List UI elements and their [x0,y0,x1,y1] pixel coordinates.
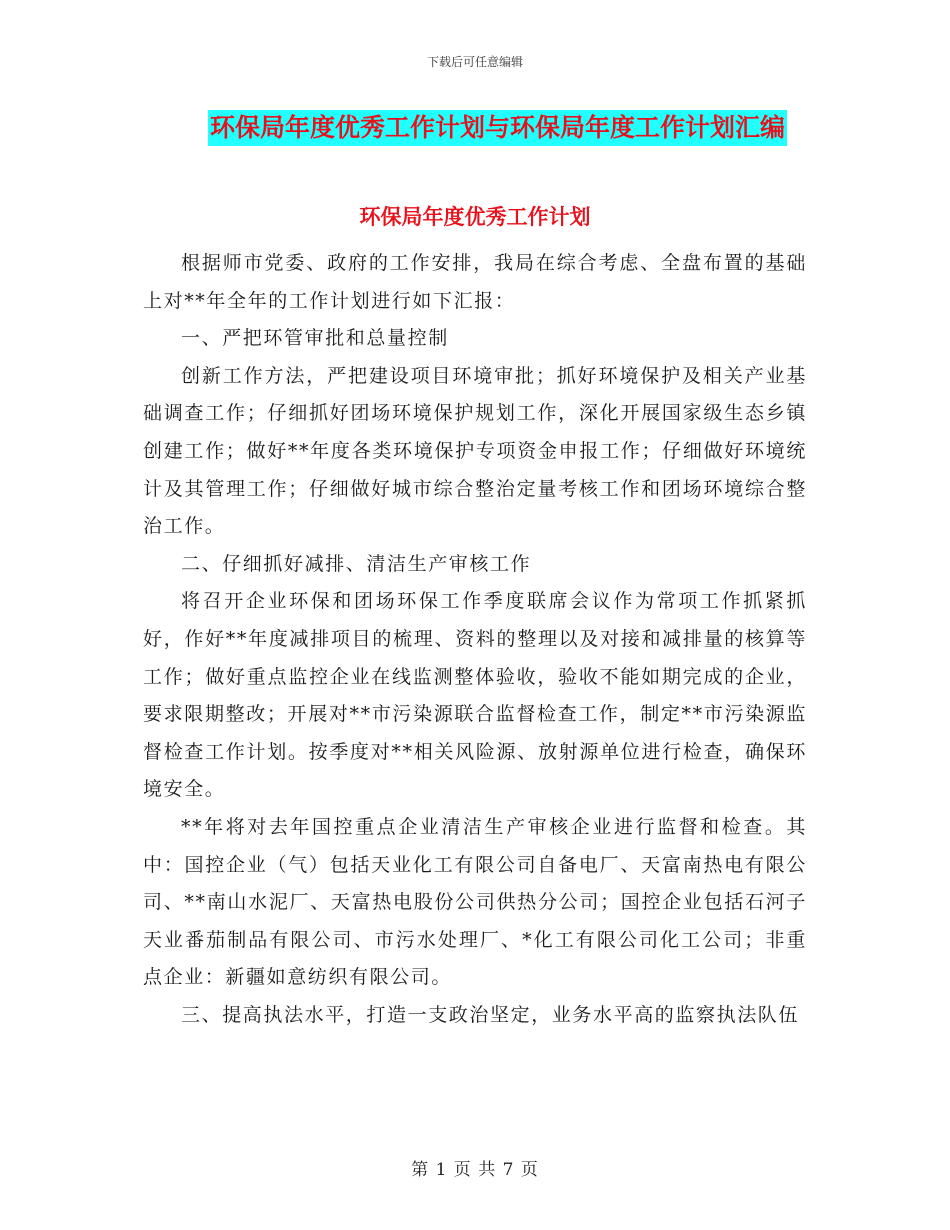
page-number: 第 1 页 共 7 页 [411,1160,539,1180]
section-heading-3: 三、提高执法水平，打造一支政治坚定，业务水平高的监察执法队伍 [181,1003,800,1026]
sub-title: 环保局年度优秀工作计划 [359,204,591,229]
paragraph-intro: 根据师市党委、政府的工作安排，我局在综合考虑、全盘布置的基础上对**年全年的工作计划进行如下汇报： [143,252,807,312]
paragraph-section-2: 将召开企业环保和团场环保工作季度联席会议作为常项工作抓紧抓好，作好**年度减排项目的梳理、资料的整理以及对接和减排量的核算等工作；做好重点监控企业在线监测整体验收，验收不能如期完成的企业，要求限期整改；开展对**市污染源联合监督检查工作，制定**市污染源监督检查工作计划。按季度对**相关风险源、放射源单位进行检查，确保环境安全。 [143,590,807,801]
main-title-container [0,110,950,146]
section-heading-2: 二、仔细抓好减排、清洁生产审核工作 [181,552,532,575]
page-header-note: 下载后可任意编辑 [426,55,523,69]
main-title: 环保局年度优秀工作计划与环保局年度工作计划汇编 [208,110,787,146]
section-heading-1: 一、严把环管审批和总量控制 [181,327,449,350]
paragraph-section-1: 创新工作方法，严把建设项目环境审批；抓好环境保护及相关产业基础调查工作；仔细抓好团场环境保护规划工作，深化开展国家级生态乡镇创建工作；做好**年度各类环境保护专项资金申报工作；仔细做好环境统计及其管理工作；仔细做好城市综合整治定量考核工作和团场环境综合整治工作。 [143,364,807,538]
document-body [143,245,807,1034]
paragraph-section-2-enterprises: **年将对去年国控重点企业清洁生产审核企业进行监督和检查。其中：国控企业（气）包括天业化工有限公司自备电厂、天富南热电有限公司、**南山水泥厂、天富热电股份公司供热分公司；国控企业包括石河子天业番茄制品有限公司、市污水处理厂、*化工有限公司化工公司；非重点企业：新疆如意纺织有限公司。 [143,815,807,989]
